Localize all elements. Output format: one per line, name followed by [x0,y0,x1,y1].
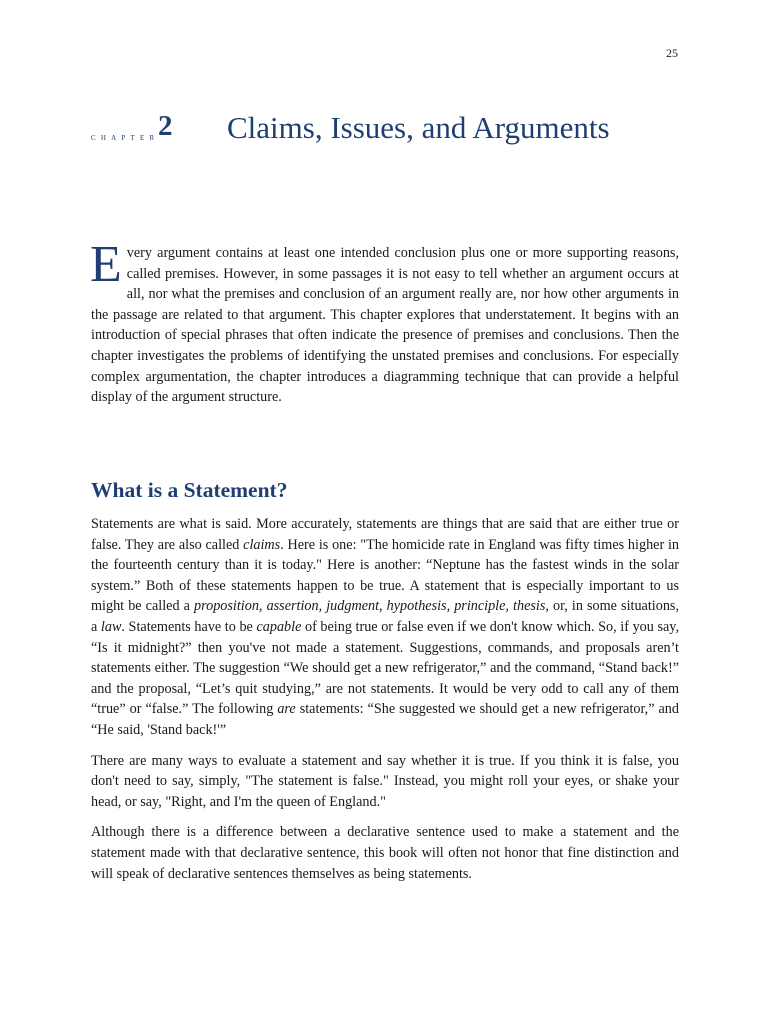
text-run: statements: “She suggested we should get a new refrigerator,” and “He said, 'Stand back!'” [91,701,679,738]
paragraph-2: There are many ways to evaluate a statement and say whether it is true. If you think it is false, you don't need to say, simply, "The statement is false." Instead, you might roll your eyes, or shake your head, or say, "Right, and I'm the queen of England." [91,752,679,810]
text-run: . Statements have to be [121,618,257,635]
intro-paragraph [90,236,679,408]
italic-term: claims [243,536,281,553]
page-number: 25 [666,46,678,60]
italic-term: proposition, assertion, judgment, hypothesis, principle, thesis [194,598,546,615]
section-heading: What is a Statement? [91,478,288,502]
italic-term: are [277,701,296,718]
intro-text: very argument contains at least one intended conclusion plus one or more supporting reasons, called premises. However, in some passages it is not easy to tell whether an argument occurs at all, nor what the premises and conclusion of an argument really are, nor how other arguments in the passage are related to that argument. This chapter explores that understatement. It begins with an introduction of special phrases that often indicate the presence of premises and conclusions. Then the chapter investigates the problems of identifying the unstated premises and conclusions. For especially complex argumentation, the chapter introduces a diagramming technique that can provide a helpful display of the argument structure. [91,245,679,406]
chapter-number: 2 [158,110,173,142]
text-run: . Here is one: "The homicide rate in England was fifty times higher in the fourteenth century than it is today." Here is another: “Neptune has the fastest winds in the solar system.” Both of these statements happen to be true. A statement that is especially important to us might be called a [91,536,679,615]
text-run: Statements are what is said. More accurately, statements are things that are said that are either true or false. They are also called [91,516,679,553]
italic-term: law [100,618,122,635]
paragraph-1 [91,514,679,741]
drop-cap: E [90,236,122,293]
chapter-title: Claims, Issues, and Arguments [227,110,610,145]
paragraph-3: Although there is a difference between a declarative sentence used to make a statement and the statement made with that declarative sentence, this book will often not honor that fine distinction and will speak of declarative sentences themselves as being statements. [91,824,679,882]
italic-term: capable [256,618,302,635]
chapter-header [91,110,691,150]
text-run: of being true or false even if we don't know which. So, if you say, “Is it midnight?” then you've not made a statement. Suggestions, commands, and proposals aren’t statements either. The suggestion “We should get a new refrigerator,” and the command, “Stand back!” and the proposal, “Let’s quit studying,” are not statements. It would be very odd to call any of them “true” or “false.” The following [91,618,679,718]
chapter-label: CHAPTER [91,134,160,142]
text-run: , or, in some situations, a [91,598,679,635]
section-body [91,514,679,894]
